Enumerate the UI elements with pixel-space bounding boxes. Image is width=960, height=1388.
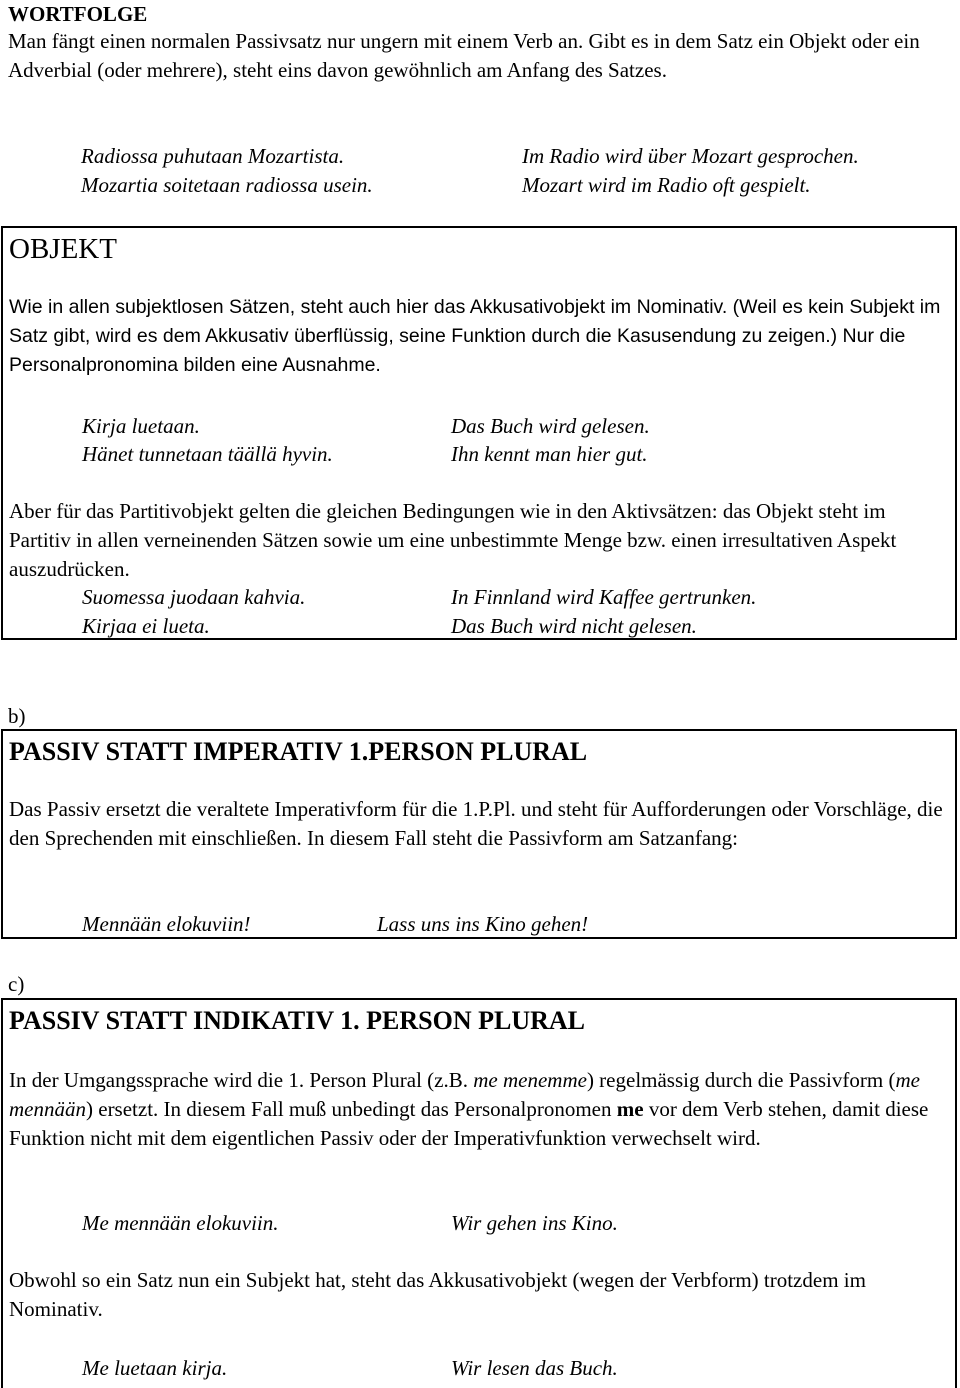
section-c-heading: PASSIV STATT INDIKATIV 1. PERSON PLURAL bbox=[9, 1006, 585, 1035]
example-de: Mozart wird im Radio oft gespielt. bbox=[522, 173, 811, 197]
section-c-box bbox=[1, 998, 957, 1388]
example-de: Das Buch wird nicht gelesen. bbox=[451, 614, 697, 638]
example-fi: Me mennään elokuviin. bbox=[82, 1211, 279, 1235]
example-fi: Kirja luetaan. bbox=[82, 414, 200, 438]
example-de: In Finnland wird Kaffee gertrunken. bbox=[451, 585, 757, 609]
wortfolge-text: Man fängt einen normalen Passivsatz nur ungern mit einem Verb an. Gibt es in dem Satz ein Objekt oder ein Adverbial (oder mehrere), steht eins davon gewöhnlich am Anfang des Satzes. bbox=[8, 29, 920, 82]
section-c-text-1: In der Umgangssprache wird die 1. Person Plural (z.B. me menemme) regelmässig durch die Passivform (me mennään) ersetzt. In diesem Fall muß unbedingt das Personalpronomen me vor dem Verb stehen, damit diese Funktion nicht mit dem eigentlichen Passiv oder der Imperativfunktion verwechselt wird. bbox=[9, 1068, 929, 1150]
example-fi: Suomessa juodaan kahvia. bbox=[82, 585, 306, 609]
example-de: Das Buch wird gelesen. bbox=[451, 414, 650, 438]
section-b-text: Das Passiv ersetzt die veraltete Imperativform für die 1.P.Pl. und steht für Aufforderungen oder Vorschläge, die den Sprechenden mit einschließen. In diesem Fall steht die Passivform am Satzanfang: bbox=[9, 797, 943, 850]
example-de: Lass uns ins Kino gehen! bbox=[377, 912, 589, 936]
section-c-label: c) bbox=[8, 972, 25, 996]
section-b-label: b) bbox=[8, 704, 26, 728]
example-fi: Hänet tunnetaan täällä hyvin. bbox=[82, 442, 333, 466]
example-de: Im Radio wird über Mozart gesprochen. bbox=[522, 144, 859, 168]
example-de: Wir lesen das Buch. bbox=[451, 1356, 618, 1380]
wortfolge-heading: WORTFOLGE bbox=[8, 2, 148, 26]
example-de: Wir gehen ins Kino. bbox=[451, 1211, 618, 1235]
objekt-text-1: Wie in allen subjektlosen Sätzen, steht auch hier das Akkusativobjekt im Nominativ. (Weil es kein Subjekt im Satz gibt, wird es dem Akkusativ überflüssig, seine Funktion durch die Kasusendung zu zeigen.) Nur die Personalpronomina bilden eine Ausnahme. bbox=[9, 296, 941, 376]
section-b-heading: PASSIV STATT IMPERATIV 1.PERSON PLURAL bbox=[9, 737, 588, 766]
example-fi: Mozartia soitetaan radiossa usein. bbox=[81, 173, 373, 197]
example-fi: Me luetaan kirja. bbox=[82, 1356, 228, 1380]
section-b-box bbox=[1, 729, 957, 939]
objekt-heading: OBJEKT bbox=[9, 233, 117, 265]
section-c-text-2: Obwohl so ein Satz nun ein Subjekt hat, steht das Akkusativobjekt (wegen der Verbform) trotzdem im Nominativ. bbox=[9, 1268, 866, 1321]
example-de: Ihn kennt man hier gut. bbox=[451, 442, 648, 466]
example-fi: Mennään elokuviin! bbox=[82, 912, 251, 936]
objekt-text-2: Aber für das Partitivobjekt gelten die gleichen Bedingungen wie in den Aktivsätzen: das Objekt steht im Partitiv in allen verneinenden Sätzen sowie um eine unbestimmte Menge bzw. einen irresultativen Aspekt auszudrücken. bbox=[9, 499, 897, 581]
objekt-box bbox=[1, 226, 957, 640]
example-fi: Kirjaa ei lueta. bbox=[82, 614, 210, 638]
example-fi: Radiossa puhutaan Mozartista. bbox=[81, 144, 345, 168]
